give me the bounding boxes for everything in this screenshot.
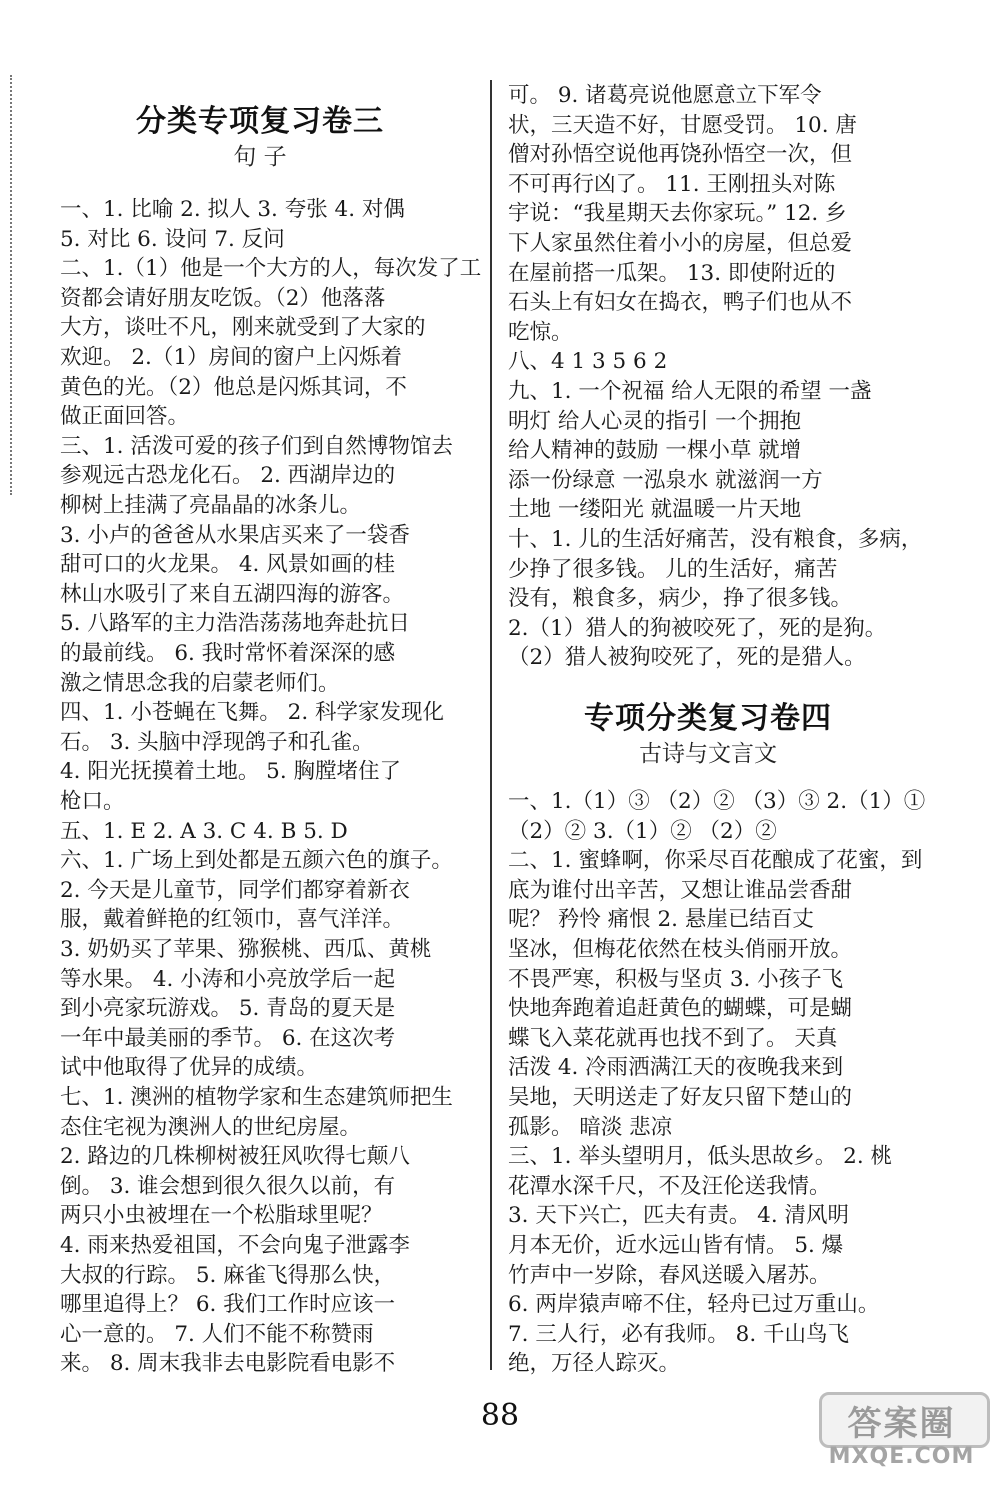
answer-line: 甜可口的火龙果。 4. 风景如画的桂 — [60, 552, 396, 578]
answer-line: 二、1.（1）他是一个大方的人，每次发了工 — [60, 256, 482, 282]
answer-line: 6. 两岸猿声啼不住，轻舟已过万重山。 — [508, 1292, 880, 1318]
answer-line: （2）猎人被狗咬死了，死的是猎人。 — [508, 645, 866, 671]
answer-line: 一、1.（1）③ （2）② （3）③ 2.（1）① — [508, 789, 926, 814]
answer-line: 4. 阳光抚摸着土地。 5. 胸膛堵住了 — [60, 759, 402, 785]
answer-line: 下人家虽然住着小小的房屋，但总爱 — [508, 231, 853, 256]
answer-line: 三、1. 活泼可爱的孩子们到自然博物馆去 — [60, 433, 453, 459]
answer-line: 明灯 给人心灵的指引 一个拥抱 — [508, 408, 802, 434]
answer-line: 坚冰，但梅花依然在枝头俏丽开放。 — [508, 937, 853, 962]
answer-line: 7. 三人行，必有我师。 8. 千山鸟飞 — [508, 1321, 850, 1347]
answer-line: 大方，谈吐不凡，刚来就受到了大家的 — [60, 315, 426, 341]
page-number: 88 — [480, 1398, 520, 1433]
answer-line: 倒。 3. 谁会想到很久很久以前，有 — [60, 1173, 396, 1199]
column-divider — [490, 80, 492, 1370]
section-title-3: 分类专项复习卷三 — [136, 104, 384, 139]
answer-line: 的最前线。 6. 我时常怀着深深的感 — [60, 641, 396, 666]
answer-line: 快地奔跑着追赶黄色的蝴蝶，可是蝴 — [508, 996, 853, 1022]
answer-line: 3. 小卢的爸爸从水果店买来了一袋香 — [60, 522, 410, 548]
answer-line: 七、1. 澳洲的植物学家和生态建筑师把生 — [60, 1085, 453, 1110]
answer-line: 黄色的光。（2）他总是闪烁其词，不 — [60, 374, 407, 400]
answer-line: 3. 天下兴亡，匹夫有责。 4. 清风明 — [508, 1203, 850, 1229]
answer-line: 等水果。 4. 小涛和小亮放学后一起 — [60, 966, 396, 992]
answer-line: 大叔的行踪。 5. 麻雀飞得那么快， — [60, 1262, 396, 1288]
watermark-url: MXQE.COM — [828, 1444, 975, 1469]
answer-line: 做正面回答。 — [60, 404, 190, 430]
watermark-logo-text: 答案圈 — [847, 1404, 956, 1444]
answer-line: 三、1. 举头望明月，低头思故乡。 2. 桃 — [508, 1144, 893, 1170]
answer-line: 二、1. 蜜蜂啊，你采尽百花酿成了花蜜，到 — [508, 848, 923, 874]
answer-line: 九、1. 一个祝福 给人无限的希望 一盏 — [508, 379, 872, 404]
answer-line: 哪里追得上？ 6. 我们工作时应该一 — [60, 1292, 396, 1318]
answer-line: 态住宅视为澳洲人的世纪房屋。 — [60, 1114, 362, 1140]
answer-line: 林山水吸引了来自五湖四海的游客。 — [60, 581, 405, 607]
answer-line: 十、1. 儿的生活好痛苦，没有粮食，多病， — [508, 527, 923, 552]
answer-line: 5. 对比 6. 设问 7. 反问 — [60, 226, 285, 252]
answer-line: 3. 奶奶买了苹果、猕猴桃、西瓜、黄桃 — [60, 937, 432, 962]
answer-line: 2. 今天是儿童节，同学们都穿着新衣 — [60, 877, 410, 903]
answer-line: 服，戴着鲜艳的红领巾，喜气洋洋。 — [60, 907, 405, 933]
answer-line: 石。 3. 头脑中浮现鸽子和孔雀。 — [60, 729, 374, 755]
section-subtitle-3: 句 子 — [233, 144, 287, 170]
site-watermark — [815, 1392, 990, 1477]
answer-line: 枪口。 — [60, 789, 125, 814]
answer-line: 参观远古恐龙化石。 2. 西湖岸边的 — [60, 463, 396, 489]
answer-line: 少挣了很多钱。 儿的生活好，痛苦 — [508, 556, 838, 582]
answer-line: 蝶飞入菜花就再也找不到了。 天真 — [508, 1025, 838, 1051]
answer-line: 添一份绿意 一泓泉水 就滋润一方 — [508, 467, 823, 493]
answer-line: 4. 雨来热爱祖国，不会向鬼子泄露李 — [60, 1233, 410, 1258]
answer-line: 土地 一缕阳光 就温暖一片天地 — [508, 497, 802, 523]
answer-line: 没有，粮食多，病少，挣了很多钱。 — [508, 586, 853, 612]
answer-line: 石头上有妇女在捣衣，鸭子们也从不 — [508, 290, 853, 316]
binding-edge-line — [10, 75, 12, 495]
answer-line: 月本无价，近水远山皆有情。 5. 爆 — [508, 1233, 844, 1258]
answer-line: 底为谁付出辛苦，又想让谁品尝香甜 — [508, 877, 853, 903]
section-title-4: 专项分类复习卷四 — [584, 701, 832, 736]
answer-line: 柳树上挂满了亮晶晶的冰条儿。 — [60, 493, 362, 518]
answer-line: 2.（1）猎人的狗被咬死了，死的是狗。 — [508, 615, 887, 641]
answer-line: 呢？ 矜怜 痛恨 2. 悬崖已结百丈 — [508, 907, 814, 933]
answer-line: （2）② 3.（1）② （2）② — [508, 818, 777, 844]
answer-line: 活泼 4. 冷雨洒满江天的夜晚我来到 — [508, 1055, 844, 1081]
answer-line: 竹声中一岁除，春风送暖入屠苏。 — [508, 1262, 831, 1288]
answer-line: 吃惊。 — [508, 319, 573, 345]
answer-line: 5. 八路军的主力浩浩荡荡地奔赴抗日 — [60, 611, 410, 637]
answer-line: 不可再行凶了。 11. 王刚扭头对陈 — [508, 171, 836, 197]
answer-line: 绝，万径人踪灭。 — [508, 1351, 681, 1377]
answer-line: 资都会请好朋友吃饭。（2）他落落 — [60, 285, 386, 311]
answer-line: 试中他取得了优异的成绩。 — [60, 1055, 319, 1081]
answer-line: 僧对孙悟空说他再饶孙悟空一次，但 — [508, 142, 853, 168]
answer-line: 不畏严寒，积极与坚贞 3. 小孩子飞 — [508, 966, 844, 992]
answer-line: 状，三天造不好，甘愿受罚。 10. 唐 — [508, 112, 857, 138]
section-subtitle-4: 古诗与文言文 — [639, 741, 777, 767]
answer-line: 欢迎。 2.（1）房间的窗户上闪烁着 — [60, 345, 403, 370]
answer-line: 宇说：“我星期天去你家玩。” 12. 乡 — [508, 201, 847, 227]
answer-line: 到小亮家玩游戏。 5. 青岛的夏天是 — [60, 996, 396, 1022]
answer-line: 六、1. 广场上到处都是五颜六色的旗子。 — [60, 848, 453, 874]
answer-line: 2. 路边的几株柳树被狂风吹得七颠八 — [60, 1144, 410, 1170]
answer-line: 孤影。 暗淡 悲凉 — [508, 1114, 673, 1140]
answer-line: 一年中最美丽的季节。 6. 在这次考 — [60, 1025, 396, 1051]
answer-line: 可。 9. 诸葛亮说他愿意立下军令 — [508, 83, 822, 108]
answer-line: 花潭水深千尺，不及汪伦送我情。 — [508, 1173, 831, 1199]
answer-line: 给人精神的鼓励 一棵小草 就增 — [508, 438, 802, 464]
answer-line: 来。 8. 周末我非去电影院看电影不 — [60, 1351, 396, 1377]
answer-line: 两只小虫被埋在一个松脂球里呢？ — [60, 1203, 383, 1229]
answer-line: 八、4 1 3 5 6 2 — [508, 349, 668, 375]
answer-line: 在屋前搭一瓜架。 13. 即使附近的 — [508, 260, 836, 286]
answer-line: 五、1. E 2. A 3. C 4. B 5. D — [60, 818, 348, 844]
answer-line: 四、1. 小苍蝇在飞舞。 2. 科学家发现化 — [60, 700, 445, 726]
answer-line: 心一意的。 7. 人们不能不称赞雨 — [60, 1321, 374, 1347]
answer-line: 一、1. 比喻 2. 拟人 3. 夸张 4. 对偶 — [60, 197, 405, 222]
answer-line: 激之情思念我的启蒙老师们。 — [60, 670, 340, 696]
answer-line: 吴地，天明送走了好友只留下楚山的 — [508, 1085, 853, 1110]
